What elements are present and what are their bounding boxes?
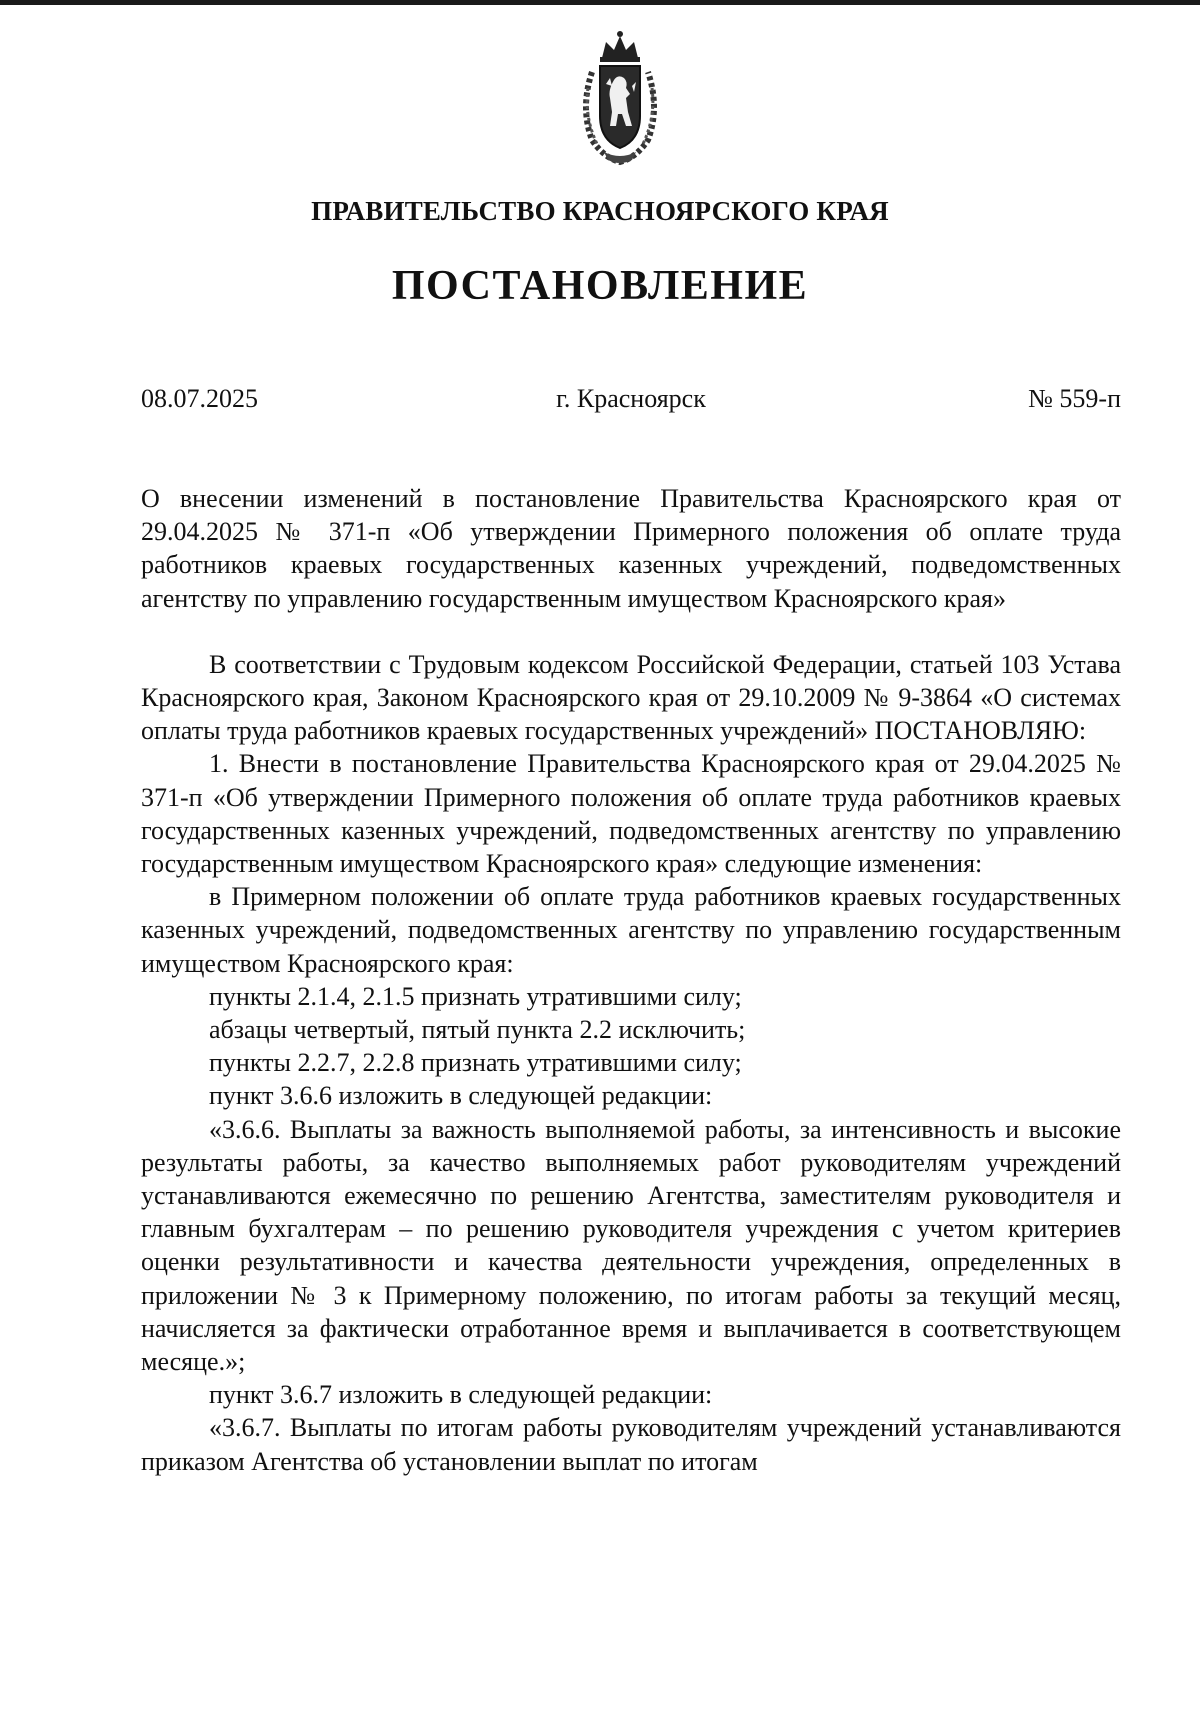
preamble-paragraph: В соответствии с Трудовым кодексом Российской Федерации, статьей 103 Устава Красноярского края, Законом Красноярского края от 29.10.2009 № 9-3864 «О системах оплаты труда работников краевых государственных учреждений» ПОСТАНОВЛЯЮ: <box>141 649 1121 746</box>
coat-of-arms-icon <box>570 28 670 168</box>
clause-3-6-6-paragraph: «3.6.6. Выплаты за важность выполняемой работы, за интенсивность и высокие результаты работы, за качество выполняемых работ руководителям учреждений устанавливаются ежемесячно по решению Агентства, заместителям руководителя и главным бухгалтерам – по решению руководителя учреждения с учетом критериев оценки результативности и качества деятельности учреждения, определенных в приложении № 3 к Примерному положению, по итогам работы за текущий месяц, начисляется за фактически отработанное время и выплачивается в соответствующем месяце.»; <box>141 1114 1121 1377</box>
amendment-item-paragraph: пункт 3.6.6 изложить в следующей редакции: <box>209 1081 713 1111</box>
organization-title: ПРАВИТЕЛЬСТВО КРАСНОЯРСКОГО КРАЯ <box>311 196 889 226</box>
amendment-item-paragraph: пункты 2.2.7, 2.2.8 признать утратившими силу; <box>209 1048 742 1078</box>
clause-3-6-7-paragraph: «3.6.7. Выплаты по итогам работы руководителям учреждений устанавливаются приказом Агентства об установлении выплат по итогам <box>141 1413 1121 1476</box>
amendment-item-paragraph: пункт 3.6.7 изложить в следующей редакции: <box>209 1380 713 1410</box>
document-body <box>141 648 1121 1478</box>
amendment-item-paragraph: пункты 2.1.4, 2.1.5 признать утратившими силу; <box>209 981 742 1011</box>
clause-1-paragraph: 1. Внести в постановление Правительства Красноярского края от 29.04.2025 № 371-п «Об утверждении Примерного положения об оплате труда работников краевых государственных казенных учреждений, подведомственных агентству по управлению государственным имуществом Красноярского края» следующие изменения: <box>141 749 1121 879</box>
scan-top-edge <box>0 0 1200 5</box>
document-type-title: ПОСТАНОВЛЕНИЕ <box>391 263 809 309</box>
document-meta-row <box>141 384 1121 418</box>
document-date: 08.07.2025 <box>141 384 258 413</box>
amendment-item-paragraph: абзацы четвертый, пятый пункта 2.2 исключить; <box>209 1015 746 1045</box>
document-content <box>141 482 1121 1478</box>
document-subject: О внесении изменений в постановление Правительства Красноярского края от 29.04.2025 № 371-п «Об утверждении Примерного положения об оплате труда работников краевых государственных казенных учреждений, подведомственных агентству по управлению государственным имуществом Красноярского края» <box>141 484 1121 613</box>
document-city: г. Красноярск <box>556 384 706 413</box>
amendment-intro-paragraph: в Примерном положении об оплате труда работников краевых государственных казенных учреждений, подведомственных агентству по управлению государственным имуществом Красноярского края: <box>141 882 1121 978</box>
document-number: № 559-п <box>1028 384 1121 413</box>
